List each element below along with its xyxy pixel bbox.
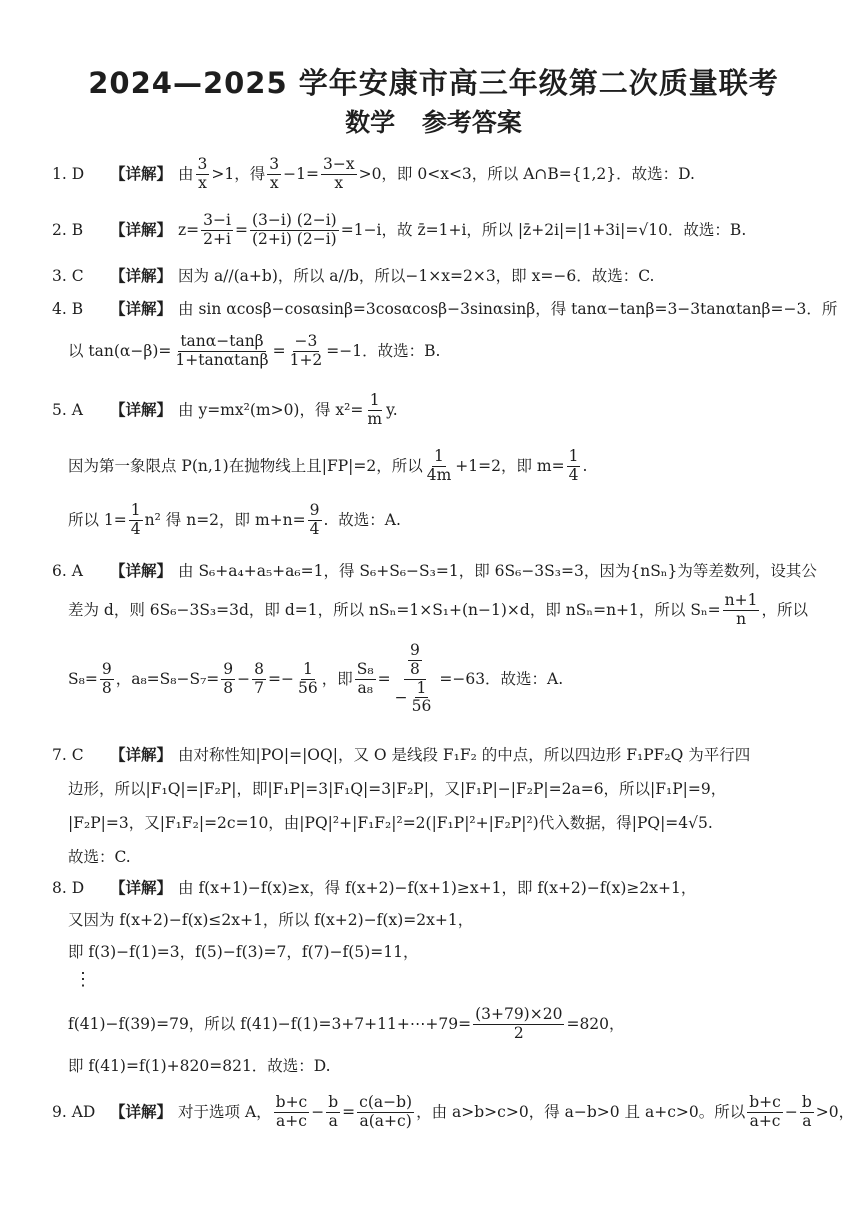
detail-tag: 【详解】 [110,1102,173,1121]
numerator: tanα−tanβ [180,332,264,350]
text: − [237,669,251,688]
numerator: 1 [568,447,579,465]
fraction [296,661,320,698]
numerator: 3 [269,155,280,173]
denominator: 56 [298,678,318,697]
text: 因为第一象限点 P(n,1)在抛物线上且|FP|=2，所以 [68,456,423,475]
fraction [250,212,339,249]
detail-tag: 【详解】 [110,164,173,183]
denominator: x [334,173,344,192]
denominator: 56 [411,697,432,716]
fraction [357,1094,414,1131]
denominator: a [802,1111,812,1130]
denominator: 4 [568,465,579,484]
answer-number: 4. B [52,300,84,318]
text: ，a₈=S₈−S₇= [115,669,220,688]
text: >0，即 0<x<3，所以 A∩B={1,2}．故选：D. [358,164,695,183]
text: 对于选项 A， [178,1102,272,1121]
numerator: (3+79)×20 [475,1005,563,1023]
text: . 故选：A. [323,510,401,529]
text: 即 f(41)=f(1)+820=821．故选：D. [68,1057,331,1075]
answer-1 [52,156,695,193]
text: 由 S₆+a₄+a₅+a₆=1，得 S₆+S₆−S₃=1，即 6S₆−3S₃=3，因为{nSₙ}为等差数列，设其公 [178,562,817,580]
fraction [252,661,266,698]
text: = [234,220,248,239]
answer-number: 9. AD [52,1102,96,1121]
text: 边形，所以|F₁Q|=|F₂P|，即|F₁P|=3|F₁Q|=3|F₂P|，又|F₁P|−|F₂P|=2a=6，所以|F₁P|=9， [68,780,727,798]
answer-8-line-6 [68,1056,331,1077]
numerator: 1 [302,659,313,678]
numerator: 1 [416,678,427,697]
answer-7-line-2 [68,779,726,800]
answer-4-line-2 [68,333,440,370]
text: f(41)−f(39)=79，所以 f(41)−f(1)=3+7+11+⋯+79= [68,1014,472,1033]
numerator: 9 [309,501,320,519]
text: ，即 [321,669,353,688]
fraction [408,642,422,679]
answer-number: 7. C [52,746,84,764]
answer-number: 2. B [52,220,84,239]
fraction [473,1006,564,1043]
denominator: 4 [130,519,141,538]
text: − [311,1102,325,1121]
denominator: (2+i) (2−i) [251,229,337,248]
text: −1= [283,164,319,183]
numerator: b [328,1093,339,1111]
text: = [272,341,286,360]
answer-8 [52,878,696,899]
fraction [800,1094,814,1131]
answer-8-vdots [74,969,92,990]
fraction [288,333,325,370]
denominator: 1+tanαtanβ [175,350,269,369]
denominator: 1+2 [289,350,323,369]
text: . [582,456,588,475]
denominator: m [367,409,383,428]
denominator: 4m [426,465,452,484]
numerator: 1 [130,501,141,519]
text: 因为 a//(a+b)，所以 a//b，所以−1×x=2×3，即 x=−6．故选：C. [178,267,655,285]
numerator: 9 [223,659,234,678]
text: 以 tan(α−β)= [68,341,172,360]
numerator: n+1 [724,591,758,609]
text: ，由 a>b>c>0，得 a−b>0 且 a+c>0。所以 [416,1102,746,1121]
page-subtitle: 数学 参考答案 [345,108,522,137]
fraction [274,1094,310,1131]
answer-5-line-2 [68,448,587,485]
text: |F₂P|=3，又|F₁F₂|=2c=10，由|PQ|²+|F₁F₂|²=2(|F₁P|²+|F₂P|²)代入数据，得|PQ|=4√5. [68,814,713,832]
fraction [567,448,581,485]
detail-tag: 【详解】 [110,267,173,285]
fraction [196,156,210,193]
text: =1−i，故 z̄=1+i，所以 |z̄+2i|=|1+3i|=√10．故选：B. [340,220,747,239]
text: =− [268,669,295,688]
answer-number: 5. A [52,400,83,419]
detail-tag: 【详解】 [110,300,173,318]
numerator: c(a−b) [359,1093,413,1111]
numerator [404,642,426,680]
numerator: 9 [101,659,112,678]
denominator: a [328,1111,338,1130]
denominator: a+c [749,1111,781,1130]
fraction [201,212,233,249]
text: 故选：C. [68,848,131,866]
answer-4 [52,299,837,320]
denominator: 7 [254,678,265,697]
text: n² 得 n=2，即 m+n= [144,510,306,529]
text: 由对称性知|PO|=|OQ|，又 O 是线段 F₁F₂ 的中点，所以四边形 F₁PF₂Q 为平行四 [178,746,751,764]
answer-7 [52,745,750,766]
fraction [173,333,270,370]
answer-3 [52,266,654,287]
text: 所以 1= [68,510,127,529]
answer-7-line-3 [68,813,713,834]
fraction [425,448,454,485]
fraction [365,392,384,429]
text: +1=2，即 m= [455,456,565,475]
answer-number: 3. C [52,267,84,285]
detail-tag: 【详解】 [110,220,173,239]
numerator: 3−i [203,211,231,229]
numerator: 1 [434,447,444,465]
answer-number: 1. D [52,164,85,183]
fraction [308,502,322,539]
numerator: S₈ [356,659,374,678]
text: S₈= [68,669,98,688]
detail-tag: 【详解】 [110,562,173,580]
text: 差为 d，则 6S₆−3S₃=3d，即 d=1，所以 nSₙ=1×S₁+(n−1)×d，即 nSₙ=n+1，所以 Sₙ= [68,600,721,619]
answer-number: 8. D [52,879,85,897]
numerator: b+c [749,1093,781,1111]
denominator: 2+i [203,229,231,248]
page-title: 2024—2025 学年安康市高三年级第二次质量联考 [88,66,779,100]
numerator: −3 [294,332,318,350]
fraction [129,502,143,539]
denominator: a₈ [357,678,373,697]
fraction [723,592,760,629]
answer-9 [52,1094,854,1131]
answer-number: 6. A [52,562,83,580]
answer-8-line-2 [68,910,473,931]
answer-7-line-4 [68,847,131,868]
text: >0， [815,1102,855,1121]
numerator: 3−x [322,155,355,173]
text: 由 sin αcosβ−cosαsinβ=3cosαcosβ−3sinαsinβ，得 tanα−tanβ=3−3tanαtanβ=−3．所 [178,300,838,318]
text: = [342,1102,356,1121]
detail-tag: 【详解】 [110,879,173,897]
denominator: x [269,173,279,192]
denominator: 2 [513,1023,524,1042]
answer-6 [52,561,817,582]
text: =−1．故选：B. [326,341,441,360]
text: 又因为 f(x+2)−f(x)≤2x+1，所以 f(x+2)−f(x)=2x+1， [68,911,474,929]
vertical-ellipsis: ⋮ [74,969,92,990]
fraction [747,1094,783,1131]
numerator: b+c [275,1093,308,1111]
fraction [221,661,235,698]
fraction [267,156,281,193]
denominator: − $\frac{1}{56}$ [394,678,432,716]
fraction [321,156,357,193]
denominator: 8 [101,678,112,697]
denominator: 4 [309,519,320,538]
text: z= [178,220,200,239]
answer-5-line-3 [68,502,401,539]
text: 由 f(x+1)−f(x)≥x，得 f(x+2)−f(x+1)≥x+1，即 f(x+2)−f(x)≥2x+1， [178,879,697,897]
denominator: n [736,609,747,628]
text: =−63．故选：A. [439,669,564,688]
denominator: a+c [275,1111,307,1130]
text: y. [386,400,398,419]
numerator: 8 [254,659,265,678]
text: 即 f(3)−f(1)=3，f(5)−f(3)=7，f(7)−f(5)=11， [68,943,419,961]
fraction [326,1094,340,1131]
numerator: b [801,1093,812,1111]
text: =820， [566,1014,625,1033]
numerator: (3−i) (2−i) [251,211,337,229]
numerator: 9 [410,641,420,659]
answer-6-line-2 [68,592,808,629]
answer-6-line-3 [68,642,563,716]
fraction [100,661,114,698]
denominator: x [198,173,207,192]
denominator: 8 [223,678,234,697]
text: = [377,669,391,688]
fraction [355,661,376,698]
text: >1，得 [211,164,266,183]
denominator: a(a+c) [359,1111,412,1130]
text: 由 y=mx²(m>0)，得 x²= [178,400,364,419]
text: − [784,1102,798,1121]
answer-8-line-5 [68,1006,625,1043]
text: 由 [178,164,194,183]
detail-tag: 【详解】 [110,400,173,419]
answer-8-line-3 [68,942,418,963]
compound-fraction [393,642,438,716]
answer-2 [52,212,746,249]
denominator: 8 [410,659,420,678]
detail-tag: 【详解】 [110,746,173,764]
text: ，所以 [761,600,808,619]
answer-5 [52,392,398,429]
numerator: 3 [197,155,208,173]
fraction [410,680,434,717]
numerator: 1 [369,391,380,409]
